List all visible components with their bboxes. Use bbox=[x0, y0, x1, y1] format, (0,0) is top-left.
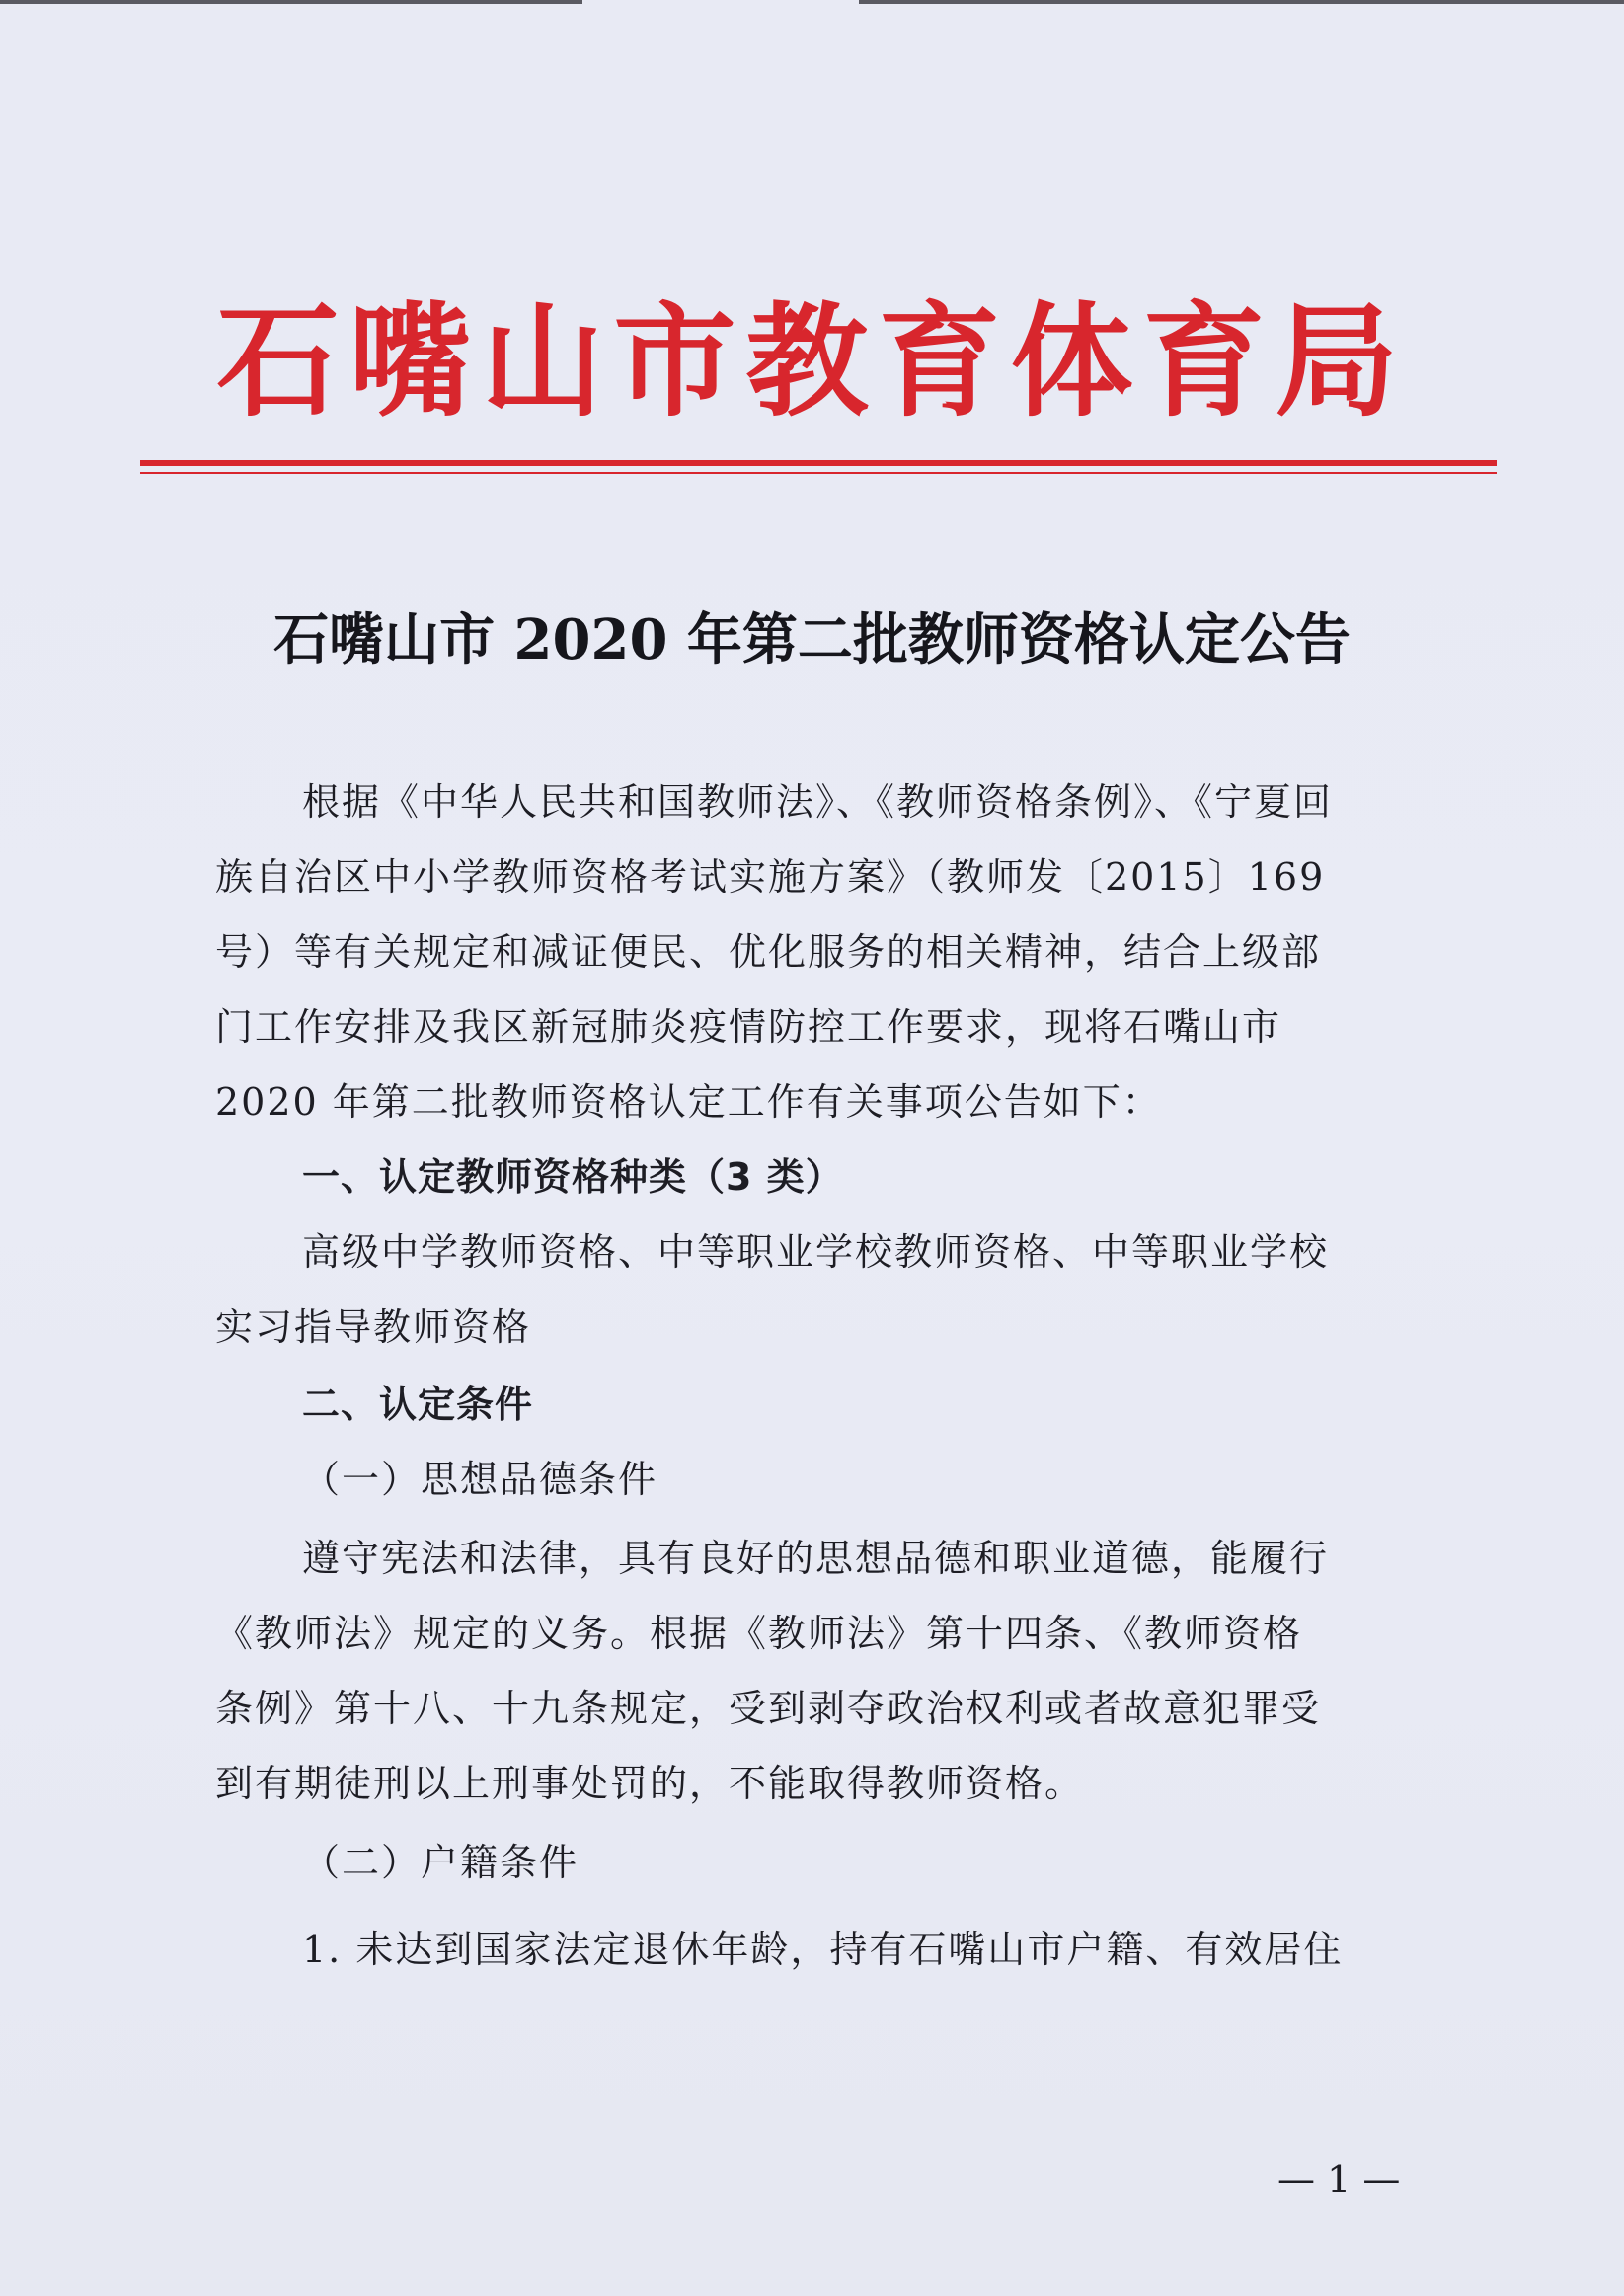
letterhead-red-rule-thin bbox=[140, 472, 1497, 474]
intro-line-4: 门工作安排及我区新冠肺炎疫情防控工作要求，现将石嘴山市 bbox=[215, 1005, 1282, 1049]
page-number: — 1 — bbox=[1277, 2158, 1401, 2201]
document-title: 石嘴山市 2020 年第二批教师资格认定公告 bbox=[273, 607, 1351, 673]
section-2-heading: 二、认定条件 bbox=[302, 1383, 534, 1426]
section-2-1-line-1: 遵守宪法和法律，具有良好的思想品德和职业道德，能履行 bbox=[302, 1537, 1330, 1580]
section-1-heading: 一、认定教师资格种类（3 类） bbox=[302, 1155, 844, 1199]
section-2-1-line-4: 到有期徒刑以上刑事处罚的，不能取得教师资格。 bbox=[215, 1762, 1085, 1805]
intro-line-2: 族自治区中小学教师资格考试实施方案》（教师发〔2015〕169 bbox=[215, 855, 1326, 899]
letterhead-agency-name: 石嘴山市教育体育局 bbox=[216, 290, 1408, 434]
section-2-1-heading: （一）思想品德条件 bbox=[302, 1458, 658, 1501]
section-2-2-heading: （二）户籍条件 bbox=[302, 1841, 580, 1884]
section-2-2-line-1: 1. 未达到国家法定退休年龄，持有石嘴山市户籍、有效居住 bbox=[302, 1928, 1344, 1971]
section-2-1-line-2: 《教师法》规定的义务。根据《教师法》第十四条、《教师资格 bbox=[215, 1612, 1303, 1655]
letterhead-red-rule-thick bbox=[140, 460, 1497, 466]
intro-line-1: 根据《中华人民共和国教师法》、《教师资格条例》、《宁夏回 bbox=[302, 780, 1334, 824]
intro-line-3: 号）等有关规定和减证便民、优化服务的相关精神，结合上级部 bbox=[215, 930, 1322, 974]
section-1-line-2: 实习指导教师资格 bbox=[215, 1306, 532, 1349]
scan-top-edge-gap bbox=[582, 0, 859, 4]
intro-line-5: 2020 年第二批教师资格认定工作有关事项公告如下： bbox=[215, 1080, 1162, 1124]
section-1-line-1: 高级中学教师资格、中等职业学校教师资格、中等职业学校 bbox=[302, 1230, 1330, 1274]
section-2-1-line-3: 条例》第十八、十九条规定，受到剥夺政治权利或者故意犯罪受 bbox=[215, 1687, 1322, 1730]
